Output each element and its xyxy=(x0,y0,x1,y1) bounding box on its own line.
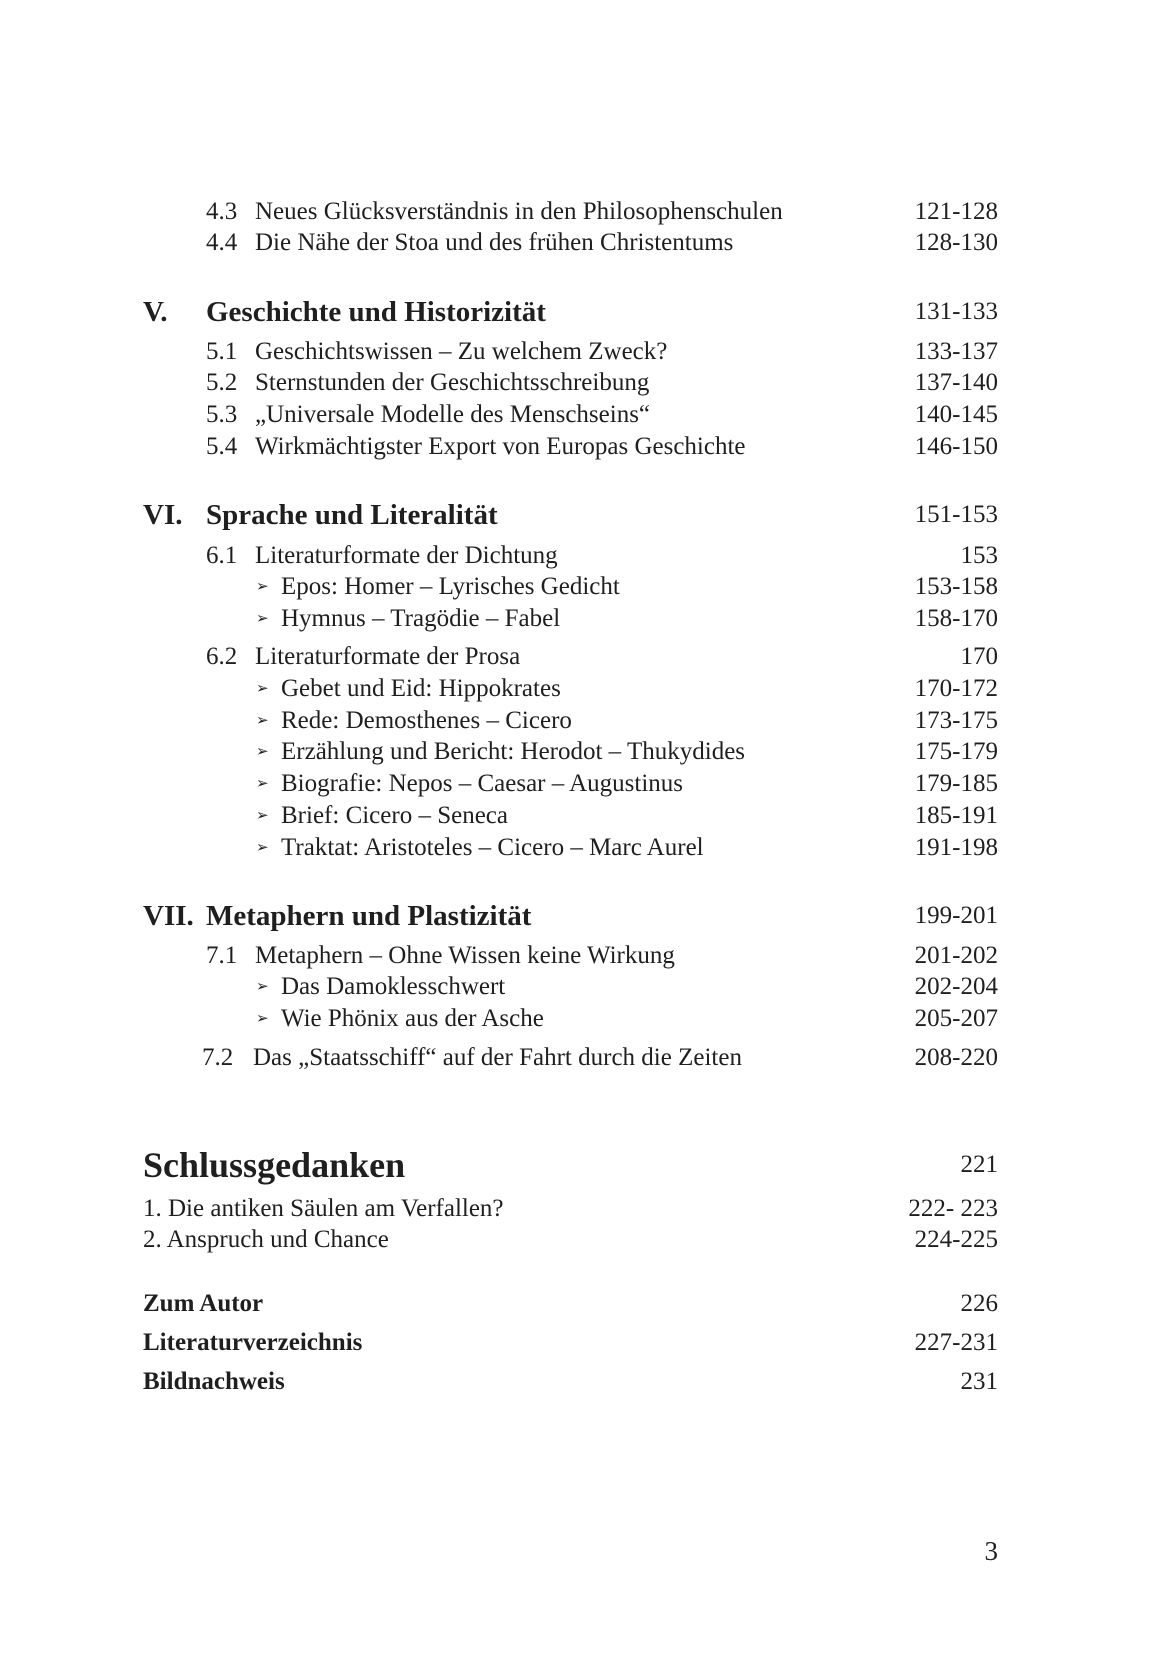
arrowhead-right-icon: ➢ xyxy=(256,611,269,627)
entry-pages: 226 xyxy=(960,1290,998,1317)
arrowhead-right-icon: ➢ xyxy=(256,681,269,697)
toc-entry xyxy=(0,431,1166,463)
entry-pages: 185-191 xyxy=(914,802,998,829)
chapter-number: V. xyxy=(143,296,168,328)
toc-subentry xyxy=(0,1003,1166,1035)
toc-entry xyxy=(0,227,1166,259)
entry-number: 5.1 xyxy=(206,338,238,365)
entry-title: Metaphern – Ohne Wissen keine Wirkung xyxy=(255,942,675,969)
entry-pages: 153 xyxy=(960,542,998,569)
chapter-title: Geschichte und Historizität xyxy=(206,296,546,328)
toc-entry xyxy=(0,940,1166,972)
entry-title: Die Nähe der Stoa und des frühen Christentums xyxy=(255,229,734,256)
toc-subentry xyxy=(0,571,1166,603)
entry-number: 4.4 xyxy=(206,229,238,256)
entry-title: Traktat: Aristoteles – Cicero – Marc Aurel xyxy=(281,834,704,861)
entry-pages: 221 xyxy=(960,1151,998,1178)
entry-pages: 128-130 xyxy=(914,229,998,256)
arrowhead-right-icon: ➢ xyxy=(256,744,269,760)
entry-pages: 179-185 xyxy=(914,770,998,797)
toc-entry xyxy=(0,1288,1166,1320)
entry-pages: 191-198 xyxy=(914,834,998,861)
entry-pages: 133-137 xyxy=(914,338,998,365)
entry-title: Bildnachweis xyxy=(143,1368,285,1395)
toc-entry xyxy=(0,399,1166,431)
entry-pages: 170 xyxy=(960,643,998,670)
toc-subentry xyxy=(0,800,1166,832)
entry-pages: 205-207 xyxy=(914,1005,998,1032)
entry-title: Epos: Homer – Lyrisches Gedicht xyxy=(281,573,620,600)
entry-number: 5.3 xyxy=(206,401,238,428)
toc-entry xyxy=(0,1224,1166,1256)
toc-subentry xyxy=(0,736,1166,768)
toc-chapter xyxy=(0,900,1166,932)
page-number: 3 xyxy=(984,1536,998,1566)
entry-title: Wie Phönix aus der Asche xyxy=(281,1005,544,1032)
entry-pages: 170-172 xyxy=(914,675,998,702)
entry-pages: 231 xyxy=(960,1368,998,1395)
arrowhead-right-icon: ➢ xyxy=(256,808,269,824)
entry-pages: 151-153 xyxy=(914,501,998,528)
entry-pages: 153-158 xyxy=(914,573,998,600)
toc-entry xyxy=(0,196,1166,228)
toc-entry xyxy=(0,641,1166,673)
toc-entry xyxy=(0,1366,1166,1398)
entry-title: Biografie: Nepos – Caesar – Augustinus xyxy=(281,770,684,797)
chapter-title: Metaphern und Plastizität xyxy=(206,900,532,932)
entry-pages: 224-225 xyxy=(914,1226,998,1253)
chapter-title: Sprache und Literalität xyxy=(206,499,498,531)
entry-title: Gebet und Eid: Hippokrates xyxy=(281,675,561,702)
toc-subentry xyxy=(0,971,1166,1003)
toc-chapter xyxy=(0,499,1166,531)
entry-pages: 201-202 xyxy=(914,942,998,969)
entry-number: 4.3 xyxy=(206,198,238,225)
section-title: Schlussgedanken xyxy=(143,1145,406,1185)
toc-entry xyxy=(0,1193,1166,1225)
entry-pages: 227-231 xyxy=(914,1329,998,1356)
entry-title: Rede: Demosthenes – Cicero xyxy=(281,707,572,734)
toc-subentry xyxy=(0,673,1166,705)
entry-title: 1. Die antiken Säulen am Verfallen? xyxy=(143,1195,504,1222)
arrowhead-right-icon: ➢ xyxy=(256,776,269,792)
entry-title: Sternstunden der Geschichtsschreibung xyxy=(255,369,650,396)
entry-title: Zum Autor xyxy=(143,1290,264,1317)
entry-title: Das „Staatsschiff“ auf der Fahrt durch die Zeiten xyxy=(253,1044,742,1071)
entry-number: 6.1 xyxy=(206,542,238,569)
toc-subentry xyxy=(0,705,1166,737)
toc-subentry xyxy=(0,603,1166,635)
entry-pages: 137-140 xyxy=(914,369,998,396)
toc-section-heading xyxy=(0,1143,1166,1187)
entry-title: Literaturformate der Prosa xyxy=(255,643,521,670)
entry-title: Geschichtswissen – Zu welchem Zweck? xyxy=(255,338,668,365)
entry-title: Erzählung und Bericht: Herodot – Thukydides xyxy=(281,738,746,765)
entry-pages: 222- 223 xyxy=(908,1195,998,1222)
toc-entry xyxy=(0,1327,1166,1359)
chapter-number: VI. xyxy=(143,499,183,531)
entry-pages: 158-170 xyxy=(914,605,998,632)
entry-pages: 131-133 xyxy=(914,298,998,325)
entry-pages: 121-128 xyxy=(914,198,998,225)
entry-title: Das Damoklesschwert xyxy=(281,973,506,1000)
entry-title: Hymnus – Tragödie – Fabel xyxy=(281,605,561,632)
toc-entry xyxy=(0,336,1166,368)
entry-number: 7.2 xyxy=(202,1044,234,1071)
chapter-number: VII. xyxy=(143,900,194,932)
entry-title: Neues Glücksverständnis in den Philosophenschulen xyxy=(255,198,783,225)
toc-chapter xyxy=(0,296,1166,328)
arrowhead-right-icon: ➢ xyxy=(256,713,269,729)
entry-pages: 199-201 xyxy=(914,902,998,929)
entry-number: 7.1 xyxy=(206,942,238,969)
entry-pages: 208-220 xyxy=(914,1044,998,1071)
entry-title: Brief: Cicero – Seneca xyxy=(281,802,508,829)
arrowhead-right-icon: ➢ xyxy=(256,840,269,856)
entry-pages: 202-204 xyxy=(914,973,998,1000)
entry-title: „Universale Modelle des Menschseins“ xyxy=(255,401,651,428)
entry-title: 2. Anspruch und Chance xyxy=(143,1226,389,1253)
toc-subentry xyxy=(0,768,1166,800)
entry-number: 5.2 xyxy=(206,369,238,396)
arrowhead-right-icon: ➢ xyxy=(256,1011,269,1027)
entry-number: 6.2 xyxy=(206,643,238,670)
entry-pages: 140-145 xyxy=(914,401,998,428)
arrowhead-right-icon: ➢ xyxy=(256,579,269,595)
arrowhead-right-icon: ➢ xyxy=(256,979,269,995)
toc-entry xyxy=(0,367,1166,399)
toc-subentry xyxy=(0,832,1166,864)
entry-title: Literaturverzeichnis xyxy=(143,1329,363,1356)
entry-title: Wirkmächtigster Export von Europas Geschichte xyxy=(255,433,746,460)
entry-title: Literaturformate der Dichtung xyxy=(255,542,558,569)
entry-pages: 175-179 xyxy=(914,738,998,765)
entry-pages: 173-175 xyxy=(914,707,998,734)
entry-pages: 146-150 xyxy=(914,433,998,460)
toc-entry xyxy=(0,1042,1166,1074)
toc-entry xyxy=(0,540,1166,572)
entry-number: 5.4 xyxy=(206,433,238,460)
